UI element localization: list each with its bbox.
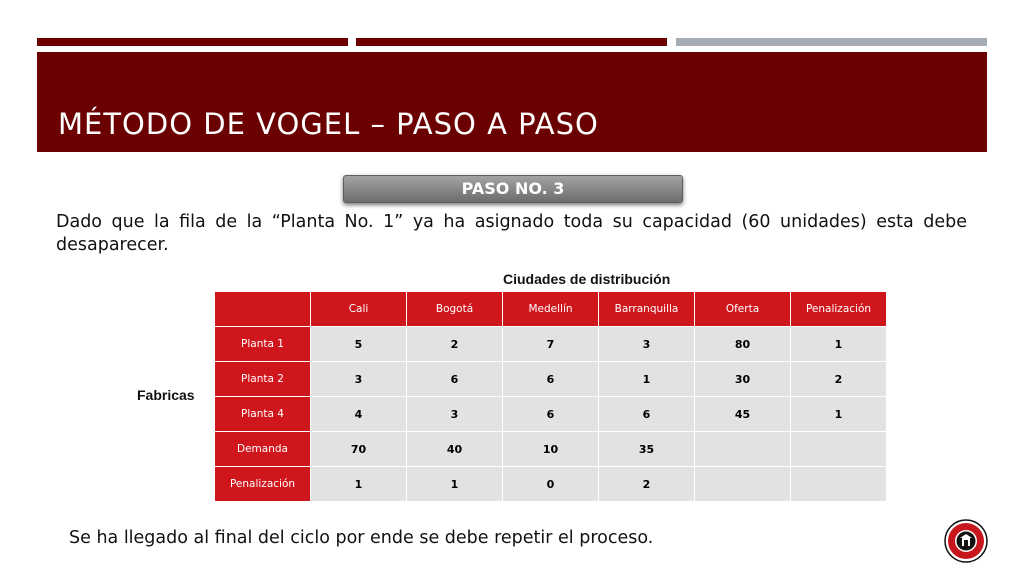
table-cell: 35 bbox=[599, 432, 695, 467]
table-cell: 2 bbox=[599, 467, 695, 502]
slide-title: MÉTODO DE VOGEL – PASO A PASO bbox=[58, 107, 599, 141]
table-cell: 3 bbox=[311, 362, 407, 397]
table-cell bbox=[695, 432, 791, 467]
table-cell: 40 bbox=[407, 432, 503, 467]
table-cell: 0 bbox=[503, 467, 599, 502]
header-cell: Bogotá bbox=[407, 292, 503, 327]
header-cell: Penalización bbox=[791, 292, 887, 327]
row-header: Penalización bbox=[215, 467, 311, 502]
table-cell: 2 bbox=[407, 327, 503, 362]
table-row bbox=[215, 432, 887, 467]
table-cell: 4 bbox=[311, 397, 407, 432]
header-cell bbox=[215, 292, 311, 327]
header-cell: Cali bbox=[311, 292, 407, 327]
table-cell: 30 bbox=[695, 362, 791, 397]
row-header: Demanda bbox=[215, 432, 311, 467]
table-cell bbox=[791, 432, 887, 467]
table-cell: 1 bbox=[791, 327, 887, 362]
table-cell bbox=[695, 467, 791, 502]
table-cell: 6 bbox=[503, 397, 599, 432]
table-cell: 1 bbox=[791, 397, 887, 432]
top-accent-bar-1 bbox=[37, 38, 348, 46]
table-header-row bbox=[215, 292, 887, 327]
vogel-table bbox=[214, 291, 887, 502]
table-cell: 5 bbox=[311, 327, 407, 362]
table-cell: 1 bbox=[599, 362, 695, 397]
table-cell: 70 bbox=[311, 432, 407, 467]
table-row bbox=[215, 362, 887, 397]
table-cell: 1 bbox=[407, 467, 503, 502]
table-row bbox=[215, 397, 887, 432]
row-group-label: Fabricas bbox=[137, 387, 195, 403]
row-header: Planta 2 bbox=[215, 362, 311, 397]
table-cell: 1 bbox=[311, 467, 407, 502]
step-button[interactable]: PASO NO. 3 bbox=[343, 175, 683, 203]
row-header: Planta 4 bbox=[215, 397, 311, 432]
table-cell bbox=[791, 467, 887, 502]
table-cell: 6 bbox=[599, 397, 695, 432]
header-cell: Oferta bbox=[695, 292, 791, 327]
header-cell: Barranquilla bbox=[599, 292, 695, 327]
top-accent-bar-3 bbox=[676, 38, 987, 46]
table-cell: 6 bbox=[407, 362, 503, 397]
table-row bbox=[215, 467, 887, 502]
table-caption: Ciudades de distribución bbox=[503, 271, 671, 287]
table-cell: 7 bbox=[503, 327, 599, 362]
row-header: Planta 1 bbox=[215, 327, 311, 362]
table-cell: 3 bbox=[599, 327, 695, 362]
footer-text: Se ha llegado al final del ciclo por ende se debe repetir el proceso. bbox=[69, 528, 654, 548]
table-cell: 2 bbox=[791, 362, 887, 397]
university-seal-icon bbox=[944, 519, 988, 563]
table-row bbox=[215, 327, 887, 362]
intro-text: Dado que la fila de la “Planta No. 1” ya ha asignado toda su capacidad (60 unidades) esta debe desaparecer. bbox=[56, 212, 967, 255]
table-cell: 3 bbox=[407, 397, 503, 432]
header-cell: Medellín bbox=[503, 292, 599, 327]
table-cell: 80 bbox=[695, 327, 791, 362]
table-cell: 10 bbox=[503, 432, 599, 467]
top-accent-bar-2 bbox=[356, 38, 667, 46]
table-cell: 6 bbox=[503, 362, 599, 397]
table-cell: 45 bbox=[695, 397, 791, 432]
